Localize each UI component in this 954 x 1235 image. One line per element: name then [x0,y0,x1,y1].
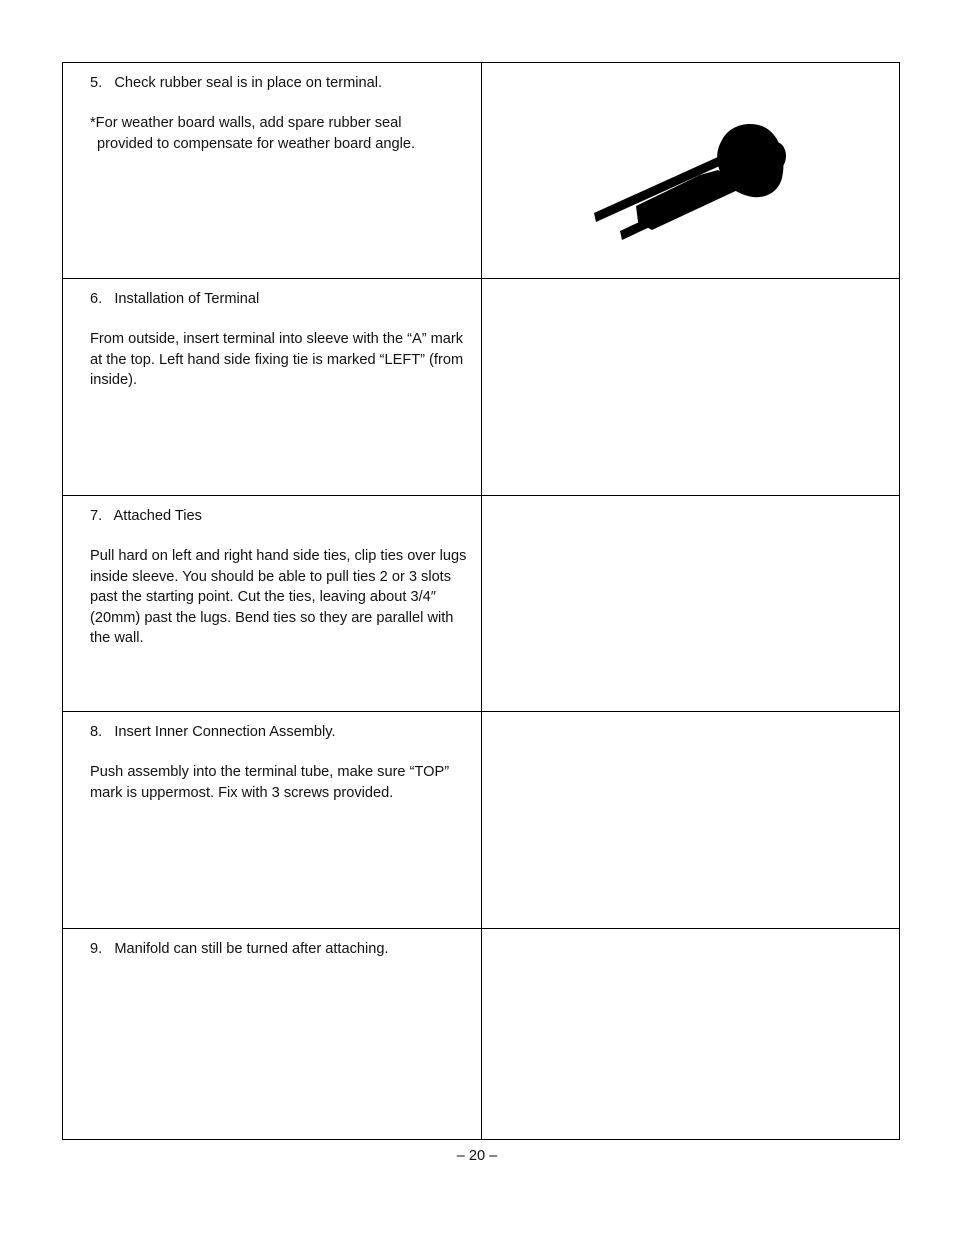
step-5-text-cell [63,63,482,278]
installation-steps-table [62,62,900,1140]
step-9-text-cell [63,929,482,1139]
step-6-image-cell [482,279,899,495]
step-7-text-cell [63,496,482,711]
step-7-image-cell [482,496,899,711]
step-9-image-cell [482,929,899,1139]
step-9-heading: 9. Manifold can still be turned after attaching. [90,941,389,957]
step-8-body: Push assembly into the terminal tube, make sure “TOP” mark is uppermost. Fix with 3 screws provided. [90,764,450,801]
step-6-text-cell [63,279,482,495]
step-7-heading: 7. Attached Ties [90,508,202,524]
step-8-heading: 8. Insert Inner Connection Assembly. [90,724,336,740]
terminal-with-rubber-seal-icon [592,118,787,248]
page-number: – 20 – [456,1148,498,1164]
step-8-image-cell [482,712,899,928]
step-row-7 [63,496,899,712]
step-5-note [90,113,469,154]
step-row-9 [63,929,899,1139]
step-5-note-line-1: *For weather board walls, add spare rubber seal [90,115,402,132]
step-row-6 [63,279,899,496]
step-8-text-cell [63,712,482,928]
step-6-body: From outside, insert terminal into sleeve with the “A” mark at the top. Left hand side fixing tie is marked “LEFT” (from inside). [90,331,464,389]
step-5-note-line-2: provided to compensate for weather board angle. [97,135,416,152]
step-row-8 [63,712,899,929]
step-row-5 [63,63,899,279]
step-6-heading: 6. Installation of Terminal [90,291,260,307]
step-7-body: Pull hard on left and right hand side ties, clip ties over lugs inside sleeve. You should be able to pull ties 2 or 3 slots past the starting point. Cut the ties, leaving about 3/4″ (20mm) past the lugs. Bend ties so they are parallel with the wall. [90,548,467,647]
step-5-image-cell [482,63,899,278]
step-5-heading: 5. Check rubber seal is in place on terminal. [90,75,383,91]
